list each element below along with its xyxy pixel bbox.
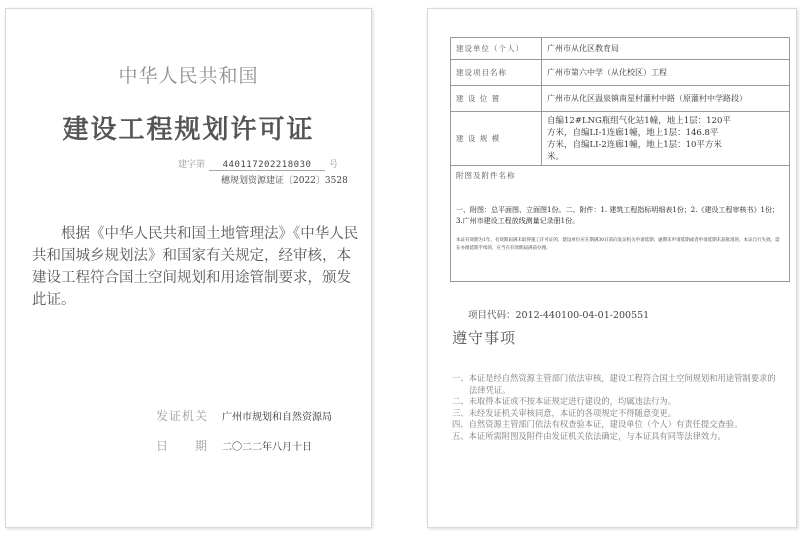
table-row <box>451 60 790 86</box>
table-row <box>451 86 790 112</box>
certificate-number-row <box>178 157 338 171</box>
unit-label: 建设单位（个人） <box>451 38 542 60</box>
notice-item: 一、本证是经自然资源主管部门依法审核，建设工程符合国土空间规划和用途管制要求的法律凭证。 <box>452 373 776 395</box>
table-row <box>451 112 790 166</box>
location-value: 广州市从化区温泉镇南星村灌村中路（原灌村中学路段） <box>542 86 790 112</box>
number-prefix: 建字第 <box>178 160 206 170</box>
unit-value: 广州市从化区教育局 <box>542 38 790 60</box>
certificate-number: 440117202218030 <box>209 160 325 171</box>
notice-item: 三、未经发证机关审核同意，本证的各项规定不得随意变更。 <box>452 407 677 418</box>
scale-label: 建 设 规 模 <box>451 112 542 166</box>
notice-item: 二、未取得本证或不按本证规定进行建设的，均属违法行为。 <box>452 396 677 406</box>
notice-list <box>452 373 782 442</box>
table-row <box>451 166 790 282</box>
project-info-table <box>450 37 790 282</box>
notice-item: 四、自然资源主管部门依法有权查验本证，建设单位（个人）有责任提交查验。 <box>452 419 743 429</box>
validity-note: 本证有效期为1年。有效期届满未取得施工许可证的，建设单位应在期满30日前向发证机关申请延期；逾期未申请延期或者申请延期未获批准的，本证自行失效。需在办理延期手续的，应当在有效期届满前办理。 <box>456 238 780 251</box>
certificate-front-page <box>5 8 372 528</box>
table-row <box>451 38 790 60</box>
issuer-value: 广州市规划和自然资源局 <box>222 412 333 423</box>
date-row <box>156 437 312 454</box>
certificate-title: 建设工程规划许可证 <box>62 115 315 145</box>
attachments-text: 一、附图：总平面图、立面图1份。二、附件：1. 建筑工程指标明细表1份；2.《建设工程审核书》1份；3.广州市建设工程放线测量记录册1份。 <box>456 206 779 225</box>
date-label: 日 期 <box>156 439 209 453</box>
country-name: 中华人民共和国 <box>118 65 259 87</box>
project-value: 广州市第六中学（从化校区）工程 <box>542 60 790 86</box>
certificate-back-page <box>427 8 797 528</box>
project-code: 项目代码：2012-440100-04-01-200551 <box>468 310 650 321</box>
project-label: 建设项目名称 <box>451 60 542 86</box>
scale-line: 方米，自编LI-2连廊1幢，地上1层：10平方米 <box>547 139 722 150</box>
issuer-row <box>156 407 332 424</box>
number-suffix: 号 <box>329 160 339 170</box>
scale-value <box>542 112 790 166</box>
scale-line: 米。 <box>547 151 565 162</box>
document-reference: 穗规划资源建证〔2022〕3528 <box>221 176 348 186</box>
attachments-label: 附图及附件名称 <box>456 171 516 180</box>
notice-title: 遵守事项 <box>452 329 517 347</box>
notice-item: 五、本证所需附图及附件由发证机关依法确定，与本证具有同等法律效力。 <box>452 430 726 441</box>
scale-line: 自编12#LNG瓶组气化站1幢，地上1层：120平 <box>547 115 731 126</box>
issuer-label: 发证机关 <box>156 409 209 423</box>
scale-line: 方米，自编LI-1连廊1幢，地上1层：146.8平 <box>547 127 719 138</box>
certificate-statement: 根据《中华人民共和国土地管理法》《中华人民共和国城乡规划法》和国家有关规定，经审核，本建设工程符合国土空间规划和用途管制要求，颁发此证。 <box>32 226 359 308</box>
location-label: 建 设 位 置 <box>451 86 542 112</box>
attachments-cell <box>451 166 790 282</box>
date-value: 二〇二二年八月十日 <box>222 442 313 453</box>
